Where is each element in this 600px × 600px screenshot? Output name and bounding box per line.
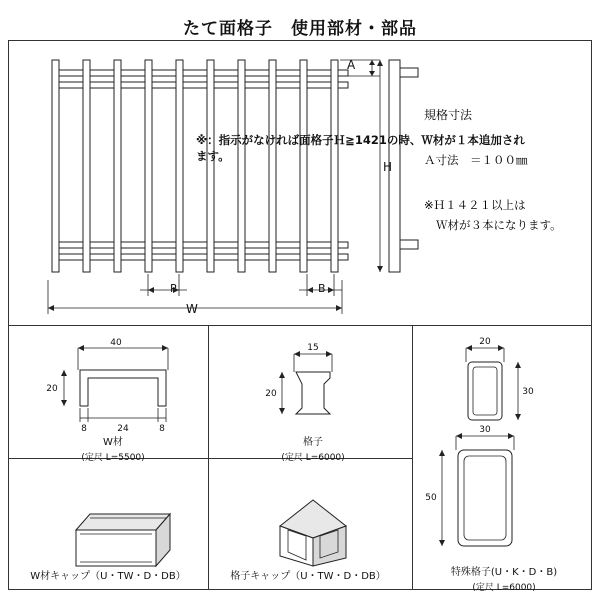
note-h-line1: ※Ｈ１４２１以上は: [424, 198, 526, 212]
divider-horizontal-main: [8, 325, 592, 326]
part-spec-special-koushi: (定尺 L=6000): [472, 582, 536, 593]
divider-vertical-left: [208, 325, 209, 590]
part-name-special-koushi: 特殊格子(U・K・D・B): [450, 567, 558, 578]
grille-elevation-drawing: [40, 52, 430, 322]
part-name-w-cap: W材キャップ（U・TW・D・DB）: [30, 571, 186, 582]
note-main: ※：指示がなければ面格子Ｈ≧1421の時、Ｗ材が１本追加されます。: [196, 133, 525, 163]
part-name-w-zai: W材: [103, 437, 123, 448]
dim-label-a: A: [347, 58, 356, 72]
dim-label-w: W: [186, 302, 198, 316]
divider-vertical-right: [412, 325, 413, 590]
dim-label-h: H: [383, 160, 393, 174]
part-name-koushi: 格子: [303, 437, 323, 448]
svg-text:40: 40: [110, 338, 122, 348]
note-h-line2: Ｗ材が３本になります。: [436, 217, 562, 232]
svg-text:50: 50: [425, 493, 437, 503]
dim-label-b: B: [318, 282, 326, 295]
part-spec-koushi: (定尺 L=6000): [281, 452, 345, 463]
page-title: たて面格子 使用部材・部品: [183, 19, 417, 39]
svg-text:20: 20: [46, 384, 58, 394]
dim-label-p: P: [170, 282, 177, 295]
part-caption-koushi-cap: [208, 570, 408, 585]
note-a-dimension: Ａ寸法 ＝１００㎜: [424, 153, 528, 167]
svg-text:30: 30: [479, 425, 491, 435]
svg-text:8: 8: [81, 424, 87, 434]
part-caption-w-cap: [8, 570, 208, 585]
note-regulation-heading: 規格寸法: [424, 108, 473, 122]
svg-text:15: 15: [307, 343, 319, 353]
part-spec-w-zai: (定尺 L=5500): [81, 452, 145, 463]
part-koushi-cap-drawing: [218, 468, 408, 573]
svg-text:20: 20: [265, 389, 277, 399]
part-w-cap-drawing: [18, 468, 208, 573]
svg-text:24: 24: [117, 424, 129, 434]
part-name-koushi-cap: 格子キャップ（U・TW・D・DB）: [230, 571, 386, 582]
part-caption-special-koushi: [414, 566, 594, 595]
svg-text:30: 30: [522, 387, 534, 397]
part-caption-koushi: [218, 436, 408, 465]
part-koushi-section: [218, 336, 408, 436]
part-special-koushi-section: [418, 332, 598, 562]
part-caption-w-zai: [18, 436, 208, 465]
part-w-zai-section: [18, 336, 208, 436]
note-h-condition: [424, 196, 562, 235]
svg-text:20: 20: [479, 337, 491, 347]
svg-text:8: 8: [159, 424, 165, 434]
